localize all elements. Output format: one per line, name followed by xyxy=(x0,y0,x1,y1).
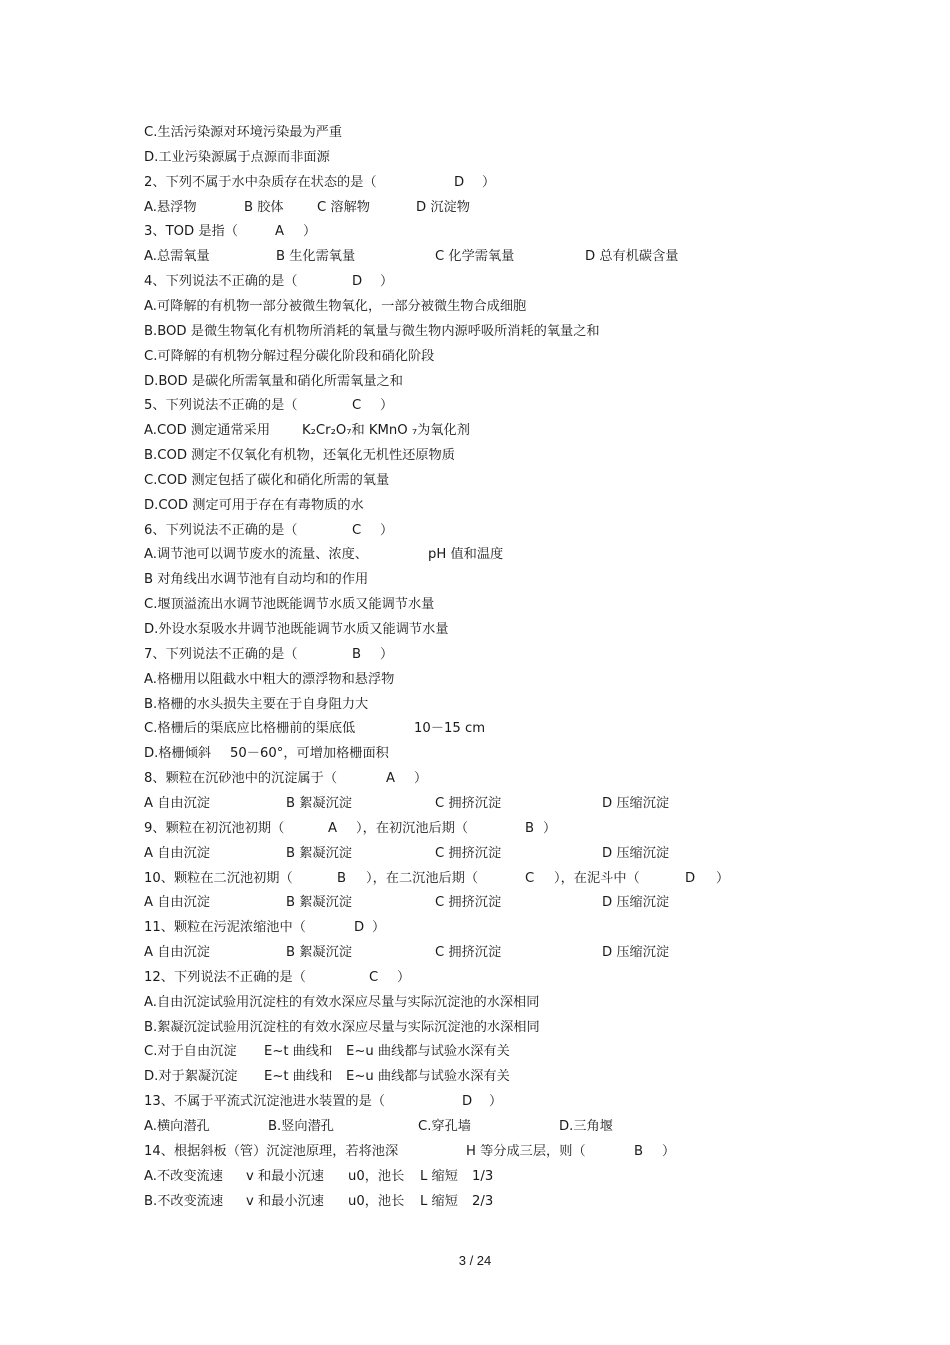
text-segment: C 拥挤沉淀 xyxy=(435,795,502,811)
text-segment: B.BOD 是微生物氧化有机物所消耗的氧量与微生物内源呼吸所消耗的氧量之和 xyxy=(144,323,600,339)
text-segment: D.对于絮凝沉淀 xyxy=(144,1069,238,1085)
text-segment: ） xyxy=(372,920,386,936)
text-segment: ） xyxy=(380,646,394,662)
text-segment: E~u 曲线都与试验水深有关 xyxy=(346,1069,510,1085)
text-segment: ） xyxy=(303,224,317,240)
text-segment: 3、TOD 是指（ xyxy=(144,224,238,240)
text-segment: A xyxy=(275,224,285,240)
text-segment: ） xyxy=(380,274,394,290)
text-segment: B.COD 测定不仅氧化有机物，还氧化无机性还原物质 xyxy=(144,448,455,464)
text-segment: 2/3 xyxy=(472,1193,494,1209)
text-segment: K₂Cr₂O₇和 KMnO ₇为氧化剂 xyxy=(302,423,470,439)
text-segment: D xyxy=(454,174,465,190)
text-segment: 8、颗粒在沉砂池中的沉淀属于（ xyxy=(144,771,338,787)
text-segment: u0，池长 xyxy=(348,1193,405,1209)
text-segment: C xyxy=(352,522,362,538)
text-segment: E~t 曲线和 xyxy=(264,1044,333,1060)
text-segment: E~t 曲线和 xyxy=(264,1069,333,1085)
text-segment: ） xyxy=(543,820,557,836)
text-segment: B 生化需氧量 xyxy=(276,249,356,265)
text-segment: D xyxy=(352,274,363,290)
text-segment: ），在初沉池后期（ xyxy=(356,820,469,836)
text-segment: E~u 曲线都与试验水深有关 xyxy=(346,1044,510,1060)
text-segment: H 等分成三层，则（ xyxy=(466,1143,586,1159)
text-segment: ） xyxy=(489,1094,503,1110)
text-segment: B.不改变流速 xyxy=(144,1193,224,1209)
text-segment: 10、颗粒在二沉池初期（ xyxy=(144,870,293,886)
text-segment: C xyxy=(525,870,535,886)
text-segment: 2、下列不属于水中杂质存在状态的是（ xyxy=(144,174,377,190)
text-segment: 14、根据斜板（管）沉淀池原理，若将池深 xyxy=(144,1143,399,1159)
text-segment: ） xyxy=(414,771,428,787)
text-segment: A xyxy=(328,820,338,836)
text-segment: 6、下列说法不正确的是（ xyxy=(144,522,298,538)
text-segment: D.三角堰 xyxy=(559,1119,613,1134)
text-segment: A.自由沉淀试验用沉淀柱的有效水深应尽量与实际沉淀池的水深相同 xyxy=(144,994,540,1010)
text-segment: ），在二沉池后期（ xyxy=(366,870,479,886)
text-segment: C 化学需氧量 xyxy=(435,249,515,265)
text-segment: L 缩短 xyxy=(420,1193,458,1209)
text-segment: B xyxy=(634,1143,644,1159)
text-segment: D.COD 测定可用于存在有毒物质的水 xyxy=(144,497,364,513)
text-segment: ） xyxy=(716,870,730,886)
text-segment: B.絮凝沉淀试验用沉淀柱的有效水深应尽量与实际沉淀池的水深相同 xyxy=(144,1019,540,1035)
text-segment: B xyxy=(525,820,535,836)
text-segment: pH 值和温度 xyxy=(428,547,504,563)
text-segment: D xyxy=(462,1094,473,1110)
text-segment: 9、颗粒在初沉池初期（ xyxy=(144,820,285,836)
text-segment: D 总有机碳含量 xyxy=(585,249,679,265)
text-segment: C xyxy=(352,398,362,414)
text-segment: D.BOD 是碳化所需氧量和硝化所需氧量之和 xyxy=(144,373,403,389)
text-segment: C 拥挤沉淀 xyxy=(435,845,502,861)
text-segment: A.总需氧量 xyxy=(144,249,210,265)
text-segment: B xyxy=(337,870,347,886)
text-segment: C.格栅后的渠底应比格栅前的渠底低 xyxy=(144,721,356,737)
text-segment: u0，池长 xyxy=(348,1168,405,1184)
text-segment: D 压缩沉淀 xyxy=(602,945,670,961)
text-segment: v 和最小沉速 xyxy=(246,1168,324,1184)
text-segment: A.调节池可以调节废水的流量、浓度、 xyxy=(144,547,368,563)
text-segment: ） xyxy=(397,969,411,985)
text-segment: 4、下列说法不正确的是（ xyxy=(144,274,298,290)
text-segment: A 自由沉淀 xyxy=(144,895,210,911)
text-segment: A xyxy=(386,771,396,787)
text-segment: v 和最小沉速 xyxy=(246,1193,324,1209)
text-segment: ） xyxy=(662,1143,676,1159)
text-segment: 50－60°，可增加格栅面积 xyxy=(230,746,389,762)
text-segment: D 压缩沉淀 xyxy=(602,845,670,861)
text-segment: C.可降解的有机物分解过程分碳化阶段和硝化阶段 xyxy=(144,348,435,364)
text-segment: ），在泥斗中（ xyxy=(554,870,640,886)
text-segment: ） xyxy=(380,522,394,538)
text-segment: C 拥挤沉淀 xyxy=(435,945,502,961)
text-segment: A.可降解的有机物一部分被微生物氧化，一部分被微生物合成细胞 xyxy=(144,298,527,314)
text-segment: ） xyxy=(380,398,394,414)
text-segment: D 压缩沉淀 xyxy=(602,795,670,811)
text-segment: C.堰顶溢流出水调节池既能调节水质又能调节水量 xyxy=(144,597,435,613)
text-segment: 12、下列说法不正确的是（ xyxy=(144,969,306,985)
text-segment: C.对于自由沉淀 xyxy=(144,1044,237,1060)
text-segment: A.格栅用以阻截水中粗大的漂浮物和悬浮物 xyxy=(144,671,395,687)
text-segment: 10－15 cm xyxy=(414,721,486,737)
text-segment: D.格栅倾斜 xyxy=(144,746,212,762)
text-segment: A.悬浮物 xyxy=(144,199,197,215)
text-segment: A 自由沉淀 xyxy=(144,945,210,961)
text-segment: B 絮凝沉淀 xyxy=(286,895,352,911)
text-segment: 7、下列说法不正确的是（ xyxy=(144,646,298,662)
text-segment: L 缩短 xyxy=(420,1168,458,1184)
text-segment: C xyxy=(369,969,379,985)
text-segment: ） xyxy=(482,174,496,190)
text-segment: A.COD 测定通常采用 xyxy=(144,423,271,439)
text-segment: B.竖向潜孔 xyxy=(268,1119,334,1134)
text-segment: D.外设水泵吸水井调节池既能调节水质又能调节水量 xyxy=(144,622,449,637)
text-segment: D 压缩沉淀 xyxy=(602,895,670,911)
text-segment: D xyxy=(685,870,696,886)
text-segment: B xyxy=(352,646,362,662)
text-segment: C.穿孔墙 xyxy=(418,1119,471,1134)
text-segment: A.不改变流速 xyxy=(144,1168,223,1184)
text-segment: A.横向潜孔 xyxy=(144,1119,210,1134)
text-segment: C.COD 测定包括了碳化和硝化所需的氧量 xyxy=(144,472,390,488)
text-segment: B.格栅的水头损失主要在于自身阻力大 xyxy=(144,696,369,712)
page-number: 3 / 24 xyxy=(458,1253,492,1268)
text-segment: C 拥挤沉淀 xyxy=(435,895,502,911)
text-segment: A 自由沉淀 xyxy=(144,795,210,811)
text-segment: 1/3 xyxy=(472,1168,494,1184)
text-segment: D 沉淀物 xyxy=(416,199,470,215)
text-segment: B 絮凝沉淀 xyxy=(286,945,352,961)
text-segment: B 絮凝沉淀 xyxy=(286,845,352,861)
text-segment: D.工业污染源属于点源而非面源 xyxy=(144,149,330,165)
text-segment: B 对角线出水调节池有自动均和的作用 xyxy=(144,572,369,588)
text-segment: 11、颗粒在污泥浓缩池中（ xyxy=(144,920,306,936)
text-segment: 5、下列说法不正确的是（ xyxy=(144,398,298,414)
text-segment: B 胶体 xyxy=(244,199,284,215)
text-segment: 13、不属于平流式沉淀池进水装置的是（ xyxy=(144,1094,385,1110)
text-segment: B 絮凝沉淀 xyxy=(286,795,352,811)
text-segment: A 自由沉淀 xyxy=(144,845,210,861)
text-segment: D xyxy=(354,920,365,936)
text-segment: C 溶解物 xyxy=(317,199,370,215)
text-segment: C.生活污染源对环境污染最为严重 xyxy=(144,125,343,140)
